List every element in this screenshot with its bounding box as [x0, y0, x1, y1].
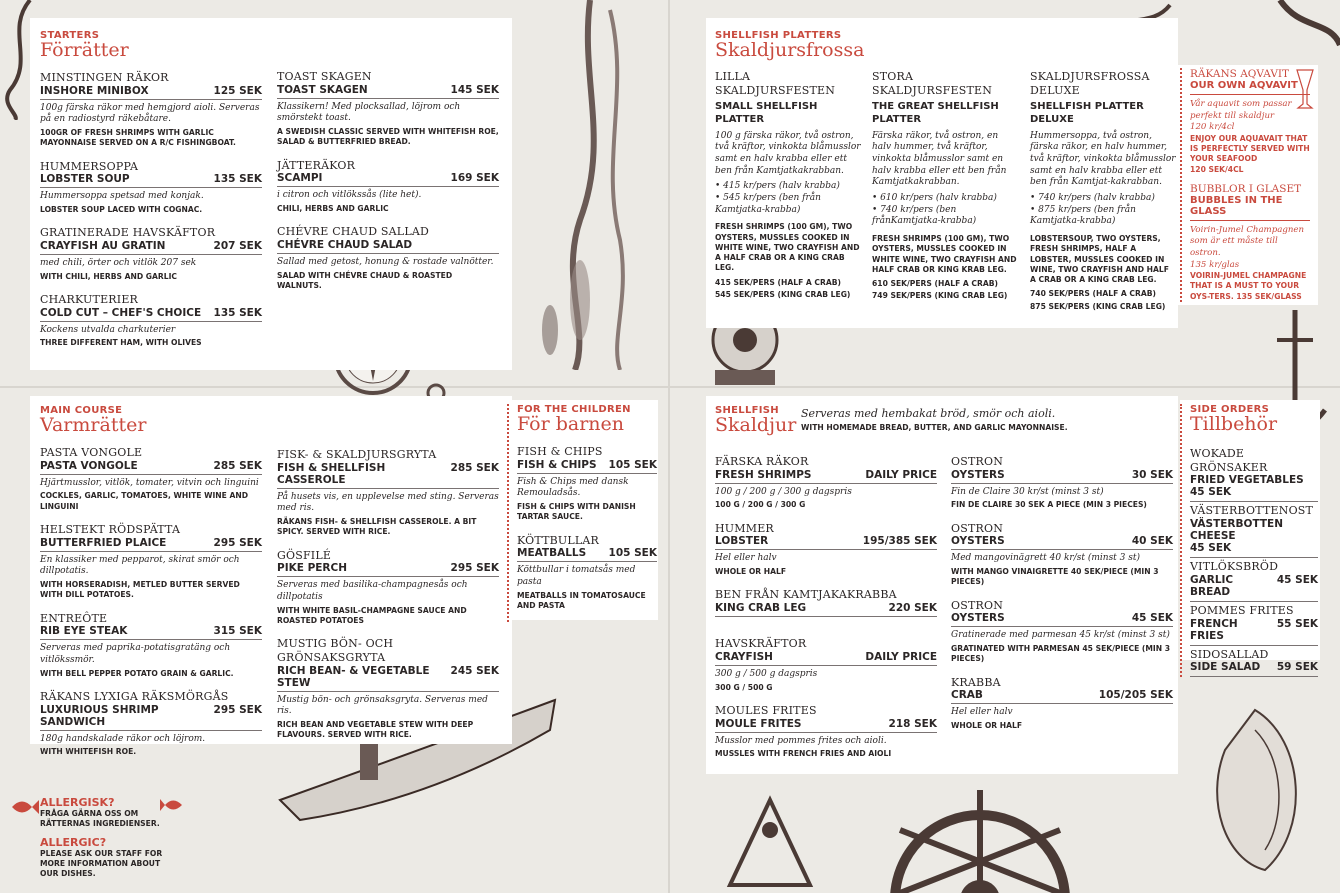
item-price: 125 SEK	[213, 84, 262, 97]
item-desc-en: RÄKANS FISH- & SHELLFISH CASSEROLE. A BIT SPICY. SERVED WITH RICE.	[277, 517, 477, 537]
starters-category-sv: Förrätter	[40, 39, 129, 61]
item-name-sv: FISK- & SKALDJURSGRYTA	[277, 448, 437, 461]
item-desc-sv: 300 g / 500 g dagspris	[715, 668, 818, 679]
item-desc-sv: Serveras med basilika-champagnesås och dillpotatis	[277, 580, 468, 603]
item-desc-en: WITH WHITE BASIL-CHAMPAGNE SAUCE AND ROASTED POTATOES	[277, 605, 467, 625]
item-name-en: COLD CUT – CHEF'S CHOICE	[40, 306, 202, 319]
item-price: 135 SEK	[213, 173, 262, 186]
item-price: 169 SEK	[450, 172, 499, 185]
item-name-en: INSHORE MINIBOX	[40, 84, 149, 97]
side-price: 45 SEK	[1276, 573, 1318, 586]
item-desc-sv: 180g handskalade räkor och löjrom.	[40, 733, 206, 744]
starters-category-en: STARTERS	[40, 30, 100, 41]
allergy-title-en: ALLERGIC?	[40, 835, 107, 849]
item-desc-en: WITH BELL PEPPER POTATO GRAIN & GARLIC.	[40, 668, 234, 678]
menu-item	[715, 455, 937, 511]
side-item	[1190, 445, 1318, 503]
menu-item	[951, 522, 1173, 588]
item-name-en: PIKE PERCH	[277, 562, 348, 575]
item-name-en: LOBSTER SOUP	[40, 173, 130, 186]
item-name-sv: PASTA VONGOLE	[40, 445, 143, 459]
item-name-en: RIB EYE STEAK	[40, 625, 128, 638]
item-desc-sv: Hel eller halv	[951, 707, 1013, 718]
item-desc-sv: Hel eller halv	[715, 553, 777, 564]
item-desc-sv: Köttbullar i tomatsås med pasta	[517, 565, 636, 587]
item-price: 218 SEK	[888, 717, 937, 730]
item-name-sv: JÄTTERÄKOR	[277, 158, 356, 172]
item-price: 295 SEK	[450, 562, 499, 575]
main-category-sv: Varmrätter	[40, 414, 147, 436]
item-desc-sv: med chili, örter och vitlök 207 sek	[40, 258, 197, 268]
item-name-en: BUTTERFRIED PLAICE	[40, 536, 167, 549]
item-name-en: CRAYFISH	[715, 650, 773, 663]
shellfish-header	[715, 405, 795, 446]
bubbles-price-sv: 135 kr/glas	[1190, 259, 1240, 270]
item-desc-sv: Serveras med paprika-potatisgratäng och vitlökssmör.	[40, 643, 231, 665]
platter-price-sv: • 415 kr/pers (halv krabba)	[715, 181, 840, 192]
platter-name-sv: LILLA SKALDJURSFESTEN	[715, 70, 836, 97]
item-desc-en: 100 G / 200 G / 300 G	[715, 500, 806, 510]
item-desc-en: FIN DE CLAIRE 30 SEK A PIECE (MIN 3 PIECES)	[951, 500, 1147, 510]
main-right-column	[277, 448, 499, 752]
platters-category-sv: Skaldjursfrossa	[715, 39, 865, 61]
seashell-illustration	[1195, 700, 1315, 880]
item-name-sv: KÖTTBULLAR	[517, 533, 600, 547]
item-desc-en: A SWEDISH CLASSIC SERVED WITH WHITEFISH ROE, SALAD & BUTTERFRIED BREAD.	[277, 127, 499, 147]
item-desc-sv: Klassikern! Med plocksallad, löjrom och smörstekt toast.	[277, 101, 461, 124]
platter-price-en: 875 SEK/PERS (KING CRAB LEG)	[1030, 301, 1166, 311]
aqvavit-price-en: 120 SEK/4CL	[1190, 164, 1244, 174]
menu-item	[40, 226, 262, 282]
platters-category-en: SHELLFISH PLATTERS	[715, 30, 842, 41]
platter-desc-en: FRESH SHRIMPS (100 GM), TWO OYSTERS, MUSSLES COOKED IN WHITE WINE, TWO CRAYFISH AND HALF CRAB OR KING KRAB LEG.	[872, 234, 1017, 274]
side-name-en: FRIED VEGETABLES	[1190, 474, 1304, 487]
item-price: 105 SEK	[608, 458, 657, 471]
platter-item	[715, 70, 861, 300]
item-desc-sv: Kockens utvalda charkuterier	[40, 324, 176, 335]
item-name-en: FRESH SHRIMPS	[715, 468, 812, 481]
side-orders-column	[1180, 404, 1318, 677]
item-name-sv: MOULES FRITES	[715, 703, 817, 717]
shellfish-intro-en: WITH HOMEMADE BREAD, BUTTER, AND GARLIC MAYONNAISE.	[801, 423, 1068, 433]
shellfish-category-en: SHELLFISH	[715, 405, 779, 416]
platter-name-sv: SKALDJURSFROSSA DELUXE	[1030, 70, 1150, 97]
item-name-en: OYSTERS	[951, 535, 1005, 548]
item-price: DAILY PRICE	[865, 468, 937, 481]
item-desc-sv: Med mangovinägrett 40 kr/st (minst 3 st)	[951, 553, 1140, 564]
item-desc-en: WITH CHILI, HERBS AND GARLIC	[40, 271, 177, 281]
side-item	[1190, 558, 1318, 602]
menu-item	[715, 588, 937, 617]
side-price: 45 SEK	[1190, 542, 1232, 555]
item-name-en: MOULE FRITES	[715, 717, 802, 730]
item-desc-sv: Musslor med pommes frites och aioli.	[715, 735, 887, 746]
item-price: 30 SEK	[1131, 468, 1173, 481]
platter-item	[872, 70, 1018, 302]
item-price: DAILY PRICE	[865, 650, 937, 663]
item-name-sv: OSTRON	[951, 455, 1004, 468]
platter-desc-sv: 100 g färska räkor, två ostron, två kräftor, vinkokta blåmusslor samt en halv krabba eller ett ben från Kamtjatkakrabban.	[715, 130, 861, 176]
item-name-en: KING CRAB LEG	[715, 602, 807, 615]
menu-item	[40, 523, 262, 601]
item-desc-sv: En klassiker med pepparot, skirat smör och dillpotatis.	[40, 554, 240, 577]
starters-left-column	[40, 30, 262, 360]
aqvavit-desc-en: ENJOY OUR AQUAVAIT THAT IS PERFECTLY SERVED WITH YOUR SEAFOOD	[1190, 133, 1310, 164]
item-desc-en: CHILI, HERBS AND GARLIC	[277, 204, 389, 214]
item-price: 285 SEK	[450, 461, 499, 474]
item-name-en: LUXURIOUS SHRIMP SANDWICH	[40, 703, 159, 728]
item-desc-en: COCKLES, GARLIC, TOMATOES, WHITE WINE AND LINGUINI	[40, 491, 249, 511]
item-name-sv: FISH & CHIPS	[517, 444, 603, 458]
item-desc-en: RICH BEAN AND VEGETABLE STEW WITH DEEP FLAVOURS. SERVED WITH RICE.	[277, 720, 474, 740]
item-desc-en: WHOLE OR HALF	[715, 567, 787, 577]
item-price: 105 SEK	[608, 547, 657, 560]
item-desc-sv: 100g färska räkor med hemgjord aioli. Serveras på en radiostyrd räkebåtare.	[40, 102, 260, 125]
item-price: 195/385 SEK	[862, 535, 937, 548]
aqvavit-name-en: OUR OWN AQVAVIT	[1190, 80, 1310, 95]
side-item	[1190, 646, 1318, 678]
item-desc-sv: 100 g / 200 g / 300 g dagspris	[715, 486, 852, 497]
item-desc-en: 100GR OF FRESH SHRIMPS WITH GARLIC MAYONNAISE SERVED ON A R/C FISHINGBOAT.	[40, 128, 236, 148]
side-name-en: GARLIC BREAD	[1190, 573, 1234, 598]
menu-item	[715, 637, 937, 693]
platter-price-en: 740 SEK/PERS (HALF A CRAB)	[1030, 289, 1156, 299]
item-name-sv: KRABBA	[951, 675, 1001, 689]
item-desc-en: THREE DIFFERENT HAM, WITH OLIVES	[40, 338, 202, 348]
item-name-sv: CHARKUTERIER	[40, 292, 139, 306]
item-desc-en: 300 G / 500 G	[715, 682, 773, 692]
allergy-title-sv: ALLERGISK?	[40, 796, 115, 809]
shellfish-intro	[801, 407, 1171, 434]
item-name-en: LOBSTER	[715, 535, 769, 548]
fish-icon	[10, 796, 40, 818]
item-name-sv: GÖSFILÉ	[277, 548, 332, 562]
item-name-en: RICH BEAN- & VEGETABLE STEW	[277, 664, 430, 689]
bubbles-name-en: BUBBLES IN THE GLASS	[1190, 195, 1310, 221]
aqvavit-price-sv: 120 kr/4cl	[1190, 122, 1235, 133]
item-name-sv: OSTRON	[951, 598, 1004, 612]
item-desc-sv: Hummersoppa spetsad med konjak.	[40, 191, 204, 202]
side-name-en: FRENCH FRIES	[1190, 617, 1238, 642]
side-item	[1190, 602, 1318, 646]
platter-price-sv: • 610 kr/pers (halv krabba)	[872, 192, 997, 203]
ships-wheel-illustration	[880, 770, 1080, 893]
sides-category-en: SIDE ORDERS	[1190, 404, 1270, 415]
menu-item	[951, 455, 1173, 511]
item-price: 245 SEK	[450, 664, 499, 677]
item-name-sv: RÄKANS LYXIGA RÄKSMÖRGÅS	[40, 689, 229, 703]
platter-price-en: 545 SEK/PERS (KING CRAB LEG)	[715, 289, 851, 299]
item-desc-en: LOBSTER SOUP LACED WITH COGNAC.	[40, 205, 203, 214]
platter-price-sv: • 875 kr/pers (ben från Kamtjatka-krabba)	[1030, 204, 1136, 227]
item-name-sv: MINSTINGEN RÄKOR	[40, 70, 169, 84]
side-name-sv: VITLÖKSBRÖD	[1190, 560, 1279, 574]
item-desc-en: FISH & CHIPS WITH DANISH TARTAR SAUCE.	[517, 502, 636, 522]
item-desc-sv: Fin de Claire 30 kr/st (minst 3 st)	[951, 486, 1104, 497]
item-desc-en: WITH WHITEFISH ROE.	[40, 747, 137, 757]
item-name-en: SCAMPI	[277, 172, 323, 185]
menu-item	[40, 690, 262, 758]
menu-item	[40, 446, 262, 512]
item-name-sv: HUMMER	[715, 521, 774, 535]
children-category-sv: För barnen	[517, 413, 624, 435]
menu-item	[277, 159, 499, 215]
menu-item	[277, 448, 499, 538]
item-name-sv: CHÉVRE CHAUD SALLAD	[277, 225, 429, 239]
menu-item	[277, 225, 499, 291]
seaweed-illustration	[520, 0, 660, 370]
main-category-en: MAIN COURSE	[40, 405, 123, 416]
side-name-sv: SIDOSALLAD	[1190, 647, 1269, 661]
item-name-en: PASTA VONGOLE	[40, 459, 138, 472]
shellfish-right-column	[951, 455, 1173, 742]
item-desc-en: WITH HORSERADISH, METLED BUTTER SERVED WITH DILL POTATOES.	[40, 580, 240, 600]
platter-name-sv: STORA SKALDJURSFESTEN	[872, 70, 993, 97]
starters-right-column	[277, 70, 499, 302]
item-price: 40 SEK	[1131, 535, 1173, 548]
bubbles-desc-en: VOIRIN-JUMEL CHAMPAGNE THAT IS A MUST TO YOUR OYS-TERS. 135 SEK/GLASS	[1190, 271, 1307, 301]
item-desc-sv: Fish & Chips med dansk Remouladsås.	[517, 476, 629, 499]
platters-header	[715, 30, 1175, 67]
menu-item	[715, 704, 937, 760]
menu-item	[517, 445, 657, 523]
platter-price-sv: • 740 kr/pers (ben frånKamtjatka-krabba)	[872, 204, 977, 227]
side-item	[1190, 502, 1318, 558]
platter-desc-en: FRESH SHRIMPS (100 GM), TWO OYSTERS, MUSSLES COOKED IN WHITE WINE, TWO CRAYFISH AND A HALF CRAB OR A KING CRAB LEG.	[715, 222, 860, 273]
platter-item	[1030, 70, 1176, 312]
item-name-sv: OSTRON	[951, 521, 1004, 535]
item-price: 145 SEK	[450, 83, 499, 96]
item-name-sv: GRATINERADE HAVSKÄFTOR	[40, 226, 216, 240]
item-desc-sv: Hjärtmusslor, vitlök, tomater, vitvin och linguini	[40, 477, 259, 488]
menu-item	[40, 160, 262, 216]
item-name-sv: HUMMERSOPPA	[40, 159, 139, 173]
item-name-en: FISH & CHIPS	[517, 458, 597, 471]
platter-name-en: THE GREAT SHELLFISH PLATTER	[872, 100, 999, 125]
menu-item	[951, 599, 1173, 665]
item-name-sv: BEN FRÅN KAMTJAKAKRABBA	[715, 588, 897, 602]
aqvavit-name-sv: RÄKANS AQVAVIT	[1190, 68, 1290, 80]
main-left-column	[40, 405, 262, 769]
platter-price-sv: • 740 kr/pers (halv krabba)	[1030, 192, 1155, 203]
item-name-en: CHÉVRE CHAUD SALAD	[277, 239, 413, 252]
platter-price-sv: • 545 kr/pers (ben från Kamtjatka-krabba)	[715, 192, 821, 215]
item-desc-en: SALAD WITH CHÉVRE CHAUD & ROASTED WALNUTS.	[277, 270, 453, 290]
menu-item	[951, 676, 1173, 732]
item-name-en: OYSTERS	[951, 468, 1005, 481]
platter-desc-sv: Hummersoppa, två ostron, färska räkor, en halv hummer, två kräftor, vinkokta blåmusslor samt en halv krabba eller ett ben från Kamtjat-kakrabban.	[1030, 130, 1176, 188]
side-price: 55 SEK	[1276, 617, 1318, 630]
platter-desc-sv: Färska räkor, två ostron, en halv hummer, två kräftor, vinkokta blåmusslor samt en halv krabba eller ett ben från Kamtjatkakrabban.	[872, 130, 1007, 188]
side-price: 59 SEK	[1276, 661, 1318, 674]
item-name-sv: MUSTIG BÖN- OCH GRÖNSAKSGRYTA	[277, 637, 394, 664]
item-name-sv: ENTREÔTE	[40, 611, 108, 625]
side-name-sv: VÄSTERBOTTENOST	[1190, 504, 1314, 518]
platter-name-en: SMALL SHELLFISH PLATTER	[715, 100, 818, 125]
item-price: 295 SEK	[213, 703, 262, 716]
side-name-sv: POMMES FRITES	[1190, 603, 1294, 617]
item-name-en: CRAYFISH AU GRATIN	[40, 240, 166, 252]
item-desc-sv: Mustig bön- och grönsaksgryta. Serveras med ris.	[277, 694, 488, 717]
menu-item	[277, 70, 499, 148]
platter-desc-en: LOBSTERSOUP, TWO OYSTERS, FRESH SHRIMPS, HALF A LOBSTER, MUSSLES COOKED IN WINE, TWO CRAYFISH AND HALF A CRAB OR A KING CRAB LEG.	[1030, 234, 1169, 284]
shellfish-intro-sv: Serveras med hembakat bröd, smör och aioli.	[801, 407, 1056, 420]
menu-item	[40, 71, 262, 149]
children-category-en: FOR THE CHILDREN	[517, 404, 631, 415]
side-name-en: SIDE SALAD	[1190, 661, 1261, 674]
item-name-en: CRAB	[951, 689, 983, 702]
item-price: 285 SEK	[213, 459, 262, 472]
menu-item	[277, 637, 499, 740]
item-price: 315 SEK	[213, 625, 262, 638]
item-desc-sv: Sallad med getost, honung & rostade valnötter.	[277, 257, 494, 268]
item-price: 135 SEK	[213, 306, 262, 319]
platter-price-en: 749 SEK/PERS (KING CRAB LEG)	[872, 291, 1008, 301]
shellfish-left-column	[715, 455, 937, 771]
platter-price-en: 415 SEK/PERS (HALF A CRAB)	[715, 277, 841, 287]
item-desc-en: GRATINATED WITH PARMESAN 45 SEK/PIECE (MIN 3 PIECES)	[951, 644, 1171, 664]
bubbles-name-sv: BUBBLOR I GLASET	[1190, 182, 1302, 195]
item-desc-en: MUSSLES WITH FRENCH FRIES AND AIOLI	[715, 749, 892, 759]
item-price: 295 SEK	[213, 536, 262, 549]
item-name-en: OYSTERS	[951, 612, 1005, 625]
fold-line-vertical	[668, 0, 670, 893]
side-name-en: VÄSTERBOTTEN CHEESE	[1190, 518, 1283, 543]
aqvavit-desc-sv: Vår aquavit som passar perfekt till skaldjur	[1190, 99, 1292, 121]
item-name-sv: FÄRSKA RÄKOR	[715, 455, 809, 468]
menu-item	[715, 522, 937, 578]
item-desc-sv: Gratinerade med parmesan 45 kr/st (minst 3 st)	[951, 630, 1170, 641]
item-price: 105/205 SEK	[1098, 689, 1173, 702]
item-desc-sv: På husets vis, en upplevelse med sting. Serveras med ris.	[277, 491, 499, 514]
item-name-sv: HAVSKRÄFTOR	[715, 637, 807, 651]
item-desc-en: WHOLE OR HALF	[951, 721, 1023, 730]
item-name-sv: HELSTEKT RÖDSPÄTTA	[40, 522, 181, 536]
menu-item	[277, 549, 499, 627]
drinks-column	[1180, 68, 1310, 302]
bubbles-desc-sv: Voirin-Jumel Champagnen som är ett måste till ostron.	[1190, 224, 1304, 258]
sextant-illustration	[720, 790, 820, 893]
allergy-text-en: PLEASE ASK OUR STAFF FOR MORE INFORMATION ABOUT OUR DISHES.	[40, 848, 163, 878]
platter-price-en: 610 SEK/PERS (HALF A CRAB)	[872, 279, 998, 288]
sides-category-sv: Tillbehör	[1190, 413, 1278, 435]
item-name-en: FISH & SHELLFISH CASSEROLE	[277, 461, 386, 486]
side-name-sv: WOKADE GRÖNSAKER	[1190, 446, 1268, 474]
item-name-en: MEATBALLS	[517, 547, 587, 560]
item-name-sv: TOAST SKAGEN	[277, 70, 372, 83]
fold-line-horizontal	[0, 386, 1340, 388]
item-price: 220 SEK	[888, 602, 937, 615]
platter-name-en: SHELLFISH PLATTER DELUXE	[1030, 100, 1144, 125]
menu-item	[40, 612, 262, 679]
side-price: 45 SEK	[1190, 486, 1232, 499]
menu-item	[517, 534, 657, 612]
item-name-en: TOAST SKAGEN	[277, 83, 368, 96]
menu-item	[40, 293, 262, 349]
item-desc-sv: i citron och vitlökssås (lite het).	[277, 190, 422, 201]
allergy-notice	[40, 796, 170, 879]
item-price: 45 SEK	[1131, 612, 1173, 625]
item-price: 207 SEK	[213, 240, 262, 252]
allergy-text-sv: FRÅGA GÄRNA OSS OM RÄTTERNAS INGREDIENSER.	[40, 809, 160, 829]
glass-icon	[1294, 68, 1316, 110]
item-desc-en: WITH MANGO VINAIGRETTE 40 SEK/PIECE (MIN 3 PIECES)	[951, 567, 1159, 587]
shellfish-category-sv: Skaldjur	[715, 414, 797, 436]
item-desc-en: MEATBALLS IN TOMATOSAUCE AND PASTA	[517, 590, 646, 610]
children-column	[507, 404, 657, 622]
